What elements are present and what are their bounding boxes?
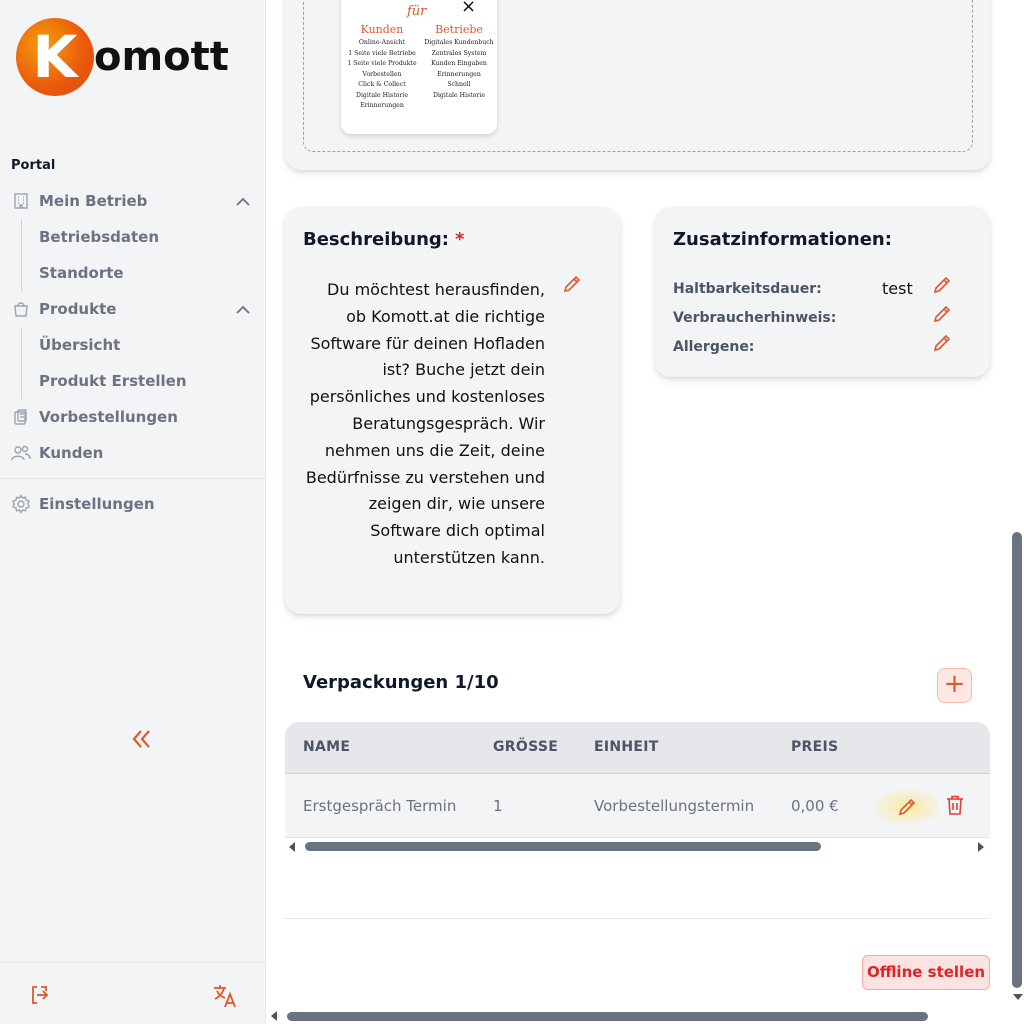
collapse-sidebar-button[interactable]: [130, 728, 154, 752]
sidebar-item-vorbestellungen[interactable]: [0, 399, 266, 435]
scroll-left-arrow-icon[interactable]: [271, 1011, 277, 1021]
sidebar-item-label: Kunden: [39, 444, 104, 462]
sidebar-item-label: Produkte: [39, 300, 117, 318]
cell-size: 1: [493, 797, 503, 815]
scroll-down-arrow-icon[interactable]: [1013, 994, 1023, 1000]
users-icon: [11, 443, 31, 463]
shelf-life-value: test: [882, 279, 913, 298]
table-header: [285, 722, 990, 774]
thumbnail-line: Erinnerungen: [360, 102, 404, 109]
edit-consumer-note-button[interactable]: [931, 303, 953, 325]
sidebar-item-betriebsdaten[interactable]: Betriebsdaten: [39, 228, 160, 246]
product-image-thumbnail: [341, 0, 497, 134]
thumbnail-line: Zentrales System: [431, 49, 487, 57]
shopping-bag-icon: [11, 299, 31, 319]
page-vertical-scrollbar[interactable]: [1011, 0, 1024, 1008]
sidebar-item-uebersicht[interactable]: Übersicht: [39, 336, 121, 354]
thumbnail-line: Digitales Kundenbuch: [424, 39, 494, 46]
chevron-up-icon[interactable]: [236, 301, 250, 319]
thumbnail-line: 1 Seite viele Produkte: [347, 60, 417, 67]
translate-icon: [212, 983, 238, 1009]
logout-icon: [28, 983, 52, 1007]
building-icon: [11, 191, 31, 211]
komott-logo[interactable]: [16, 18, 229, 96]
produkte-submenu: [0, 327, 266, 399]
thumbnail-line: Vorbestellen: [362, 70, 402, 78]
sidebar-item-label: Vorbestellungen: [39, 408, 178, 426]
main-content: [267, 0, 1012, 1024]
cell-unit: Vorbestellungstermin: [594, 797, 755, 815]
pencil-icon: [931, 332, 953, 354]
additional-info-card: [655, 207, 990, 377]
thumbnail-line: Online-Ansicht: [358, 39, 406, 46]
required-marker: *: [454, 229, 465, 250]
logo-text: omott: [94, 34, 229, 80]
sidebar-item-produkte[interactable]: [0, 291, 266, 327]
section-divider: [285, 918, 990, 919]
page-horizontal-scrollbar[interactable]: [267, 1008, 1024, 1024]
description-text: Du möchtest herausfinden, ob Komott.at die richtige Software für deinen Hofladen ist? Buche jetzt dein persönliches und kostenloses Beratungsgespräch. Wir nehmen uns die Zeit, deine Bedürfnisse zu verstehen und zeigen dir, wie unsere Software dich optimal unterstützen kann.: [305, 280, 545, 567]
sidebar-item-produkt-erstellen[interactable]: Produkt Erstellen: [39, 372, 187, 390]
image-dropzone[interactable]: [303, 0, 973, 152]
column-header-size[interactable]: GRÖSSE: [493, 739, 559, 755]
column-header-price[interactable]: PREIS: [791, 739, 839, 755]
packaging-table: [285, 722, 990, 856]
sidebar-item-mein-betrieb[interactable]: [0, 183, 266, 219]
allergens-label: Allergene:: [673, 339, 755, 355]
edit-allergens-button[interactable]: [931, 332, 953, 354]
thumbnail-line: Kunden Eingaben: [431, 60, 487, 67]
thumbnail-header: für: [407, 4, 427, 19]
image-upload-card: [285, 0, 990, 170]
cell-price: 0,00 €: [791, 797, 839, 815]
thumbnail-line: Digitale Historie: [355, 91, 409, 99]
pencil-icon: [896, 796, 918, 818]
pencil-icon: [561, 273, 583, 295]
column-header-name[interactable]: NAME: [303, 739, 351, 755]
sidebar: [0, 0, 266, 1024]
thumbnail-left-title: Kunden: [360, 23, 404, 36]
thumbnail-line: Click & Collect: [358, 81, 406, 88]
double-chevron-left-icon: [131, 728, 153, 750]
description-card: [285, 207, 620, 614]
sidebar-item-label: Mein Betrieb: [39, 192, 148, 210]
offline-stellen-button[interactable]: Offline stellen: [862, 955, 990, 990]
description-title: [303, 229, 464, 250]
sidebar-footer: [0, 962, 266, 1024]
thumbnail-line: 1 Seite viele Betriebe: [348, 49, 416, 57]
edit-description-button[interactable]: [561, 273, 583, 295]
clipboard-icon: [11, 407, 31, 427]
description-title-text: Beschreibung:: [303, 229, 449, 250]
language-button[interactable]: [212, 983, 238, 1009]
gear-icon: [11, 494, 31, 514]
thumbnail-right-column: [420, 23, 497, 101]
logout-button[interactable]: [28, 983, 52, 1007]
trash-icon: [945, 794, 965, 816]
thumbnail-line: Digitale Historie: [432, 91, 486, 99]
edit-shelf-life-button[interactable]: [931, 274, 953, 296]
column-header-unit[interactable]: EINHEIT: [594, 739, 659, 755]
packaging-title: Verpackungen 1/10: [303, 672, 499, 693]
sidebar-divider: [0, 478, 266, 479]
scroll-right-arrow-icon[interactable]: [978, 842, 984, 852]
consumer-note-label: Verbraucherhinweis:: [673, 310, 837, 326]
pencil-icon: [931, 274, 953, 296]
table-horizontal-scrollbar[interactable]: [285, 838, 990, 856]
sidebar-item-label: Einstellungen: [39, 495, 155, 513]
sidebar-item-einstellungen[interactable]: [0, 486, 266, 522]
edit-packaging-button[interactable]: [875, 790, 939, 824]
sidebar-item-standorte[interactable]: Standorte: [39, 264, 124, 282]
mein-betrieb-submenu: [0, 219, 266, 291]
logo-mark: K: [16, 18, 94, 96]
remove-image-button[interactable]: ×: [461, 0, 477, 17]
portal-section-label: Portal: [11, 158, 56, 173]
thumbnail-line: Erinnerungen: [437, 70, 481, 78]
thumbnail-right-title: Betriebe: [435, 23, 483, 36]
scrollbar-thumb[interactable]: [287, 1012, 928, 1021]
chevron-up-icon[interactable]: [236, 193, 250, 211]
scroll-left-arrow-icon[interactable]: [289, 842, 295, 852]
thumbnail-left-column: [343, 23, 421, 112]
sidebar-nav: [0, 183, 266, 522]
delete-packaging-button[interactable]: [945, 794, 967, 818]
scrollbar-thumb[interactable]: [305, 842, 821, 851]
sidebar-item-kunden[interactable]: [0, 435, 266, 471]
thumbnail-line: Schnell: [447, 81, 471, 88]
additional-info-title: Zusatzinformationen:: [673, 229, 892, 250]
add-packaging-button[interactable]: +: [937, 668, 972, 703]
shelf-life-label: Haltbarkeitsdauer:: [673, 281, 822, 297]
table-row[interactable]: [285, 774, 990, 838]
scrollbar-thumb[interactable]: [1012, 532, 1022, 988]
pencil-icon: [931, 303, 953, 325]
cell-name: Erstgespräch Termin: [303, 797, 457, 815]
